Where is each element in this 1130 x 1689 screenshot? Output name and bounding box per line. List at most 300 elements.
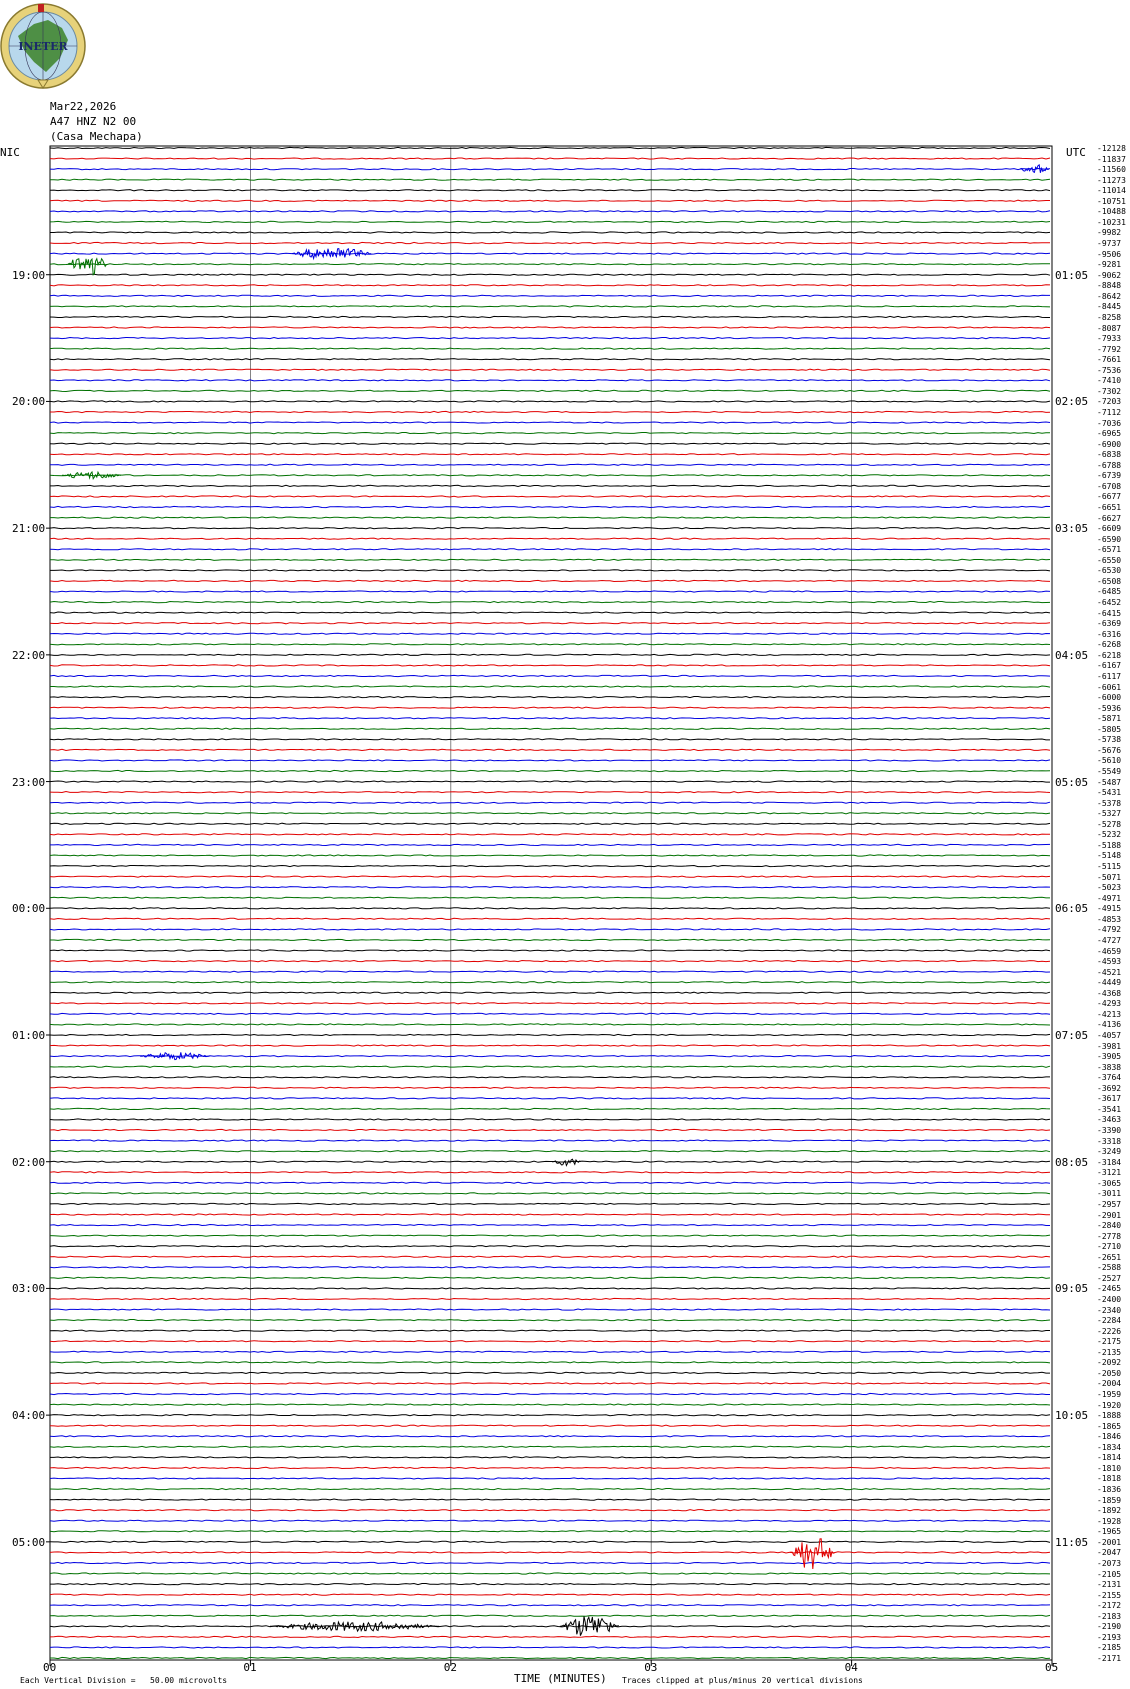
trace-line bbox=[50, 1351, 1050, 1352]
trace-offset-value: -8087 bbox=[1097, 323, 1122, 333]
trace-line bbox=[50, 1193, 1050, 1194]
trace-offset-value: -1834 bbox=[1097, 1442, 1122, 1452]
trace-line bbox=[50, 274, 1050, 275]
trace-offset-value: -2778 bbox=[1097, 1231, 1122, 1241]
trace-line bbox=[50, 1045, 1050, 1046]
trace-offset-value: -5278 bbox=[1097, 819, 1122, 829]
trace-offset-value: -10231 bbox=[1097, 217, 1126, 227]
trace-offset-value: -4521 bbox=[1097, 967, 1122, 977]
trace-offset-value: -4368 bbox=[1097, 988, 1122, 998]
trace-line bbox=[50, 179, 1050, 180]
trace-line bbox=[50, 918, 1050, 919]
channel-code: A47 HNZ N2 00 bbox=[50, 115, 137, 128]
trace-line bbox=[50, 506, 1050, 507]
left-hour-label: 20:00 bbox=[12, 395, 46, 409]
trace-line bbox=[50, 1108, 1050, 1109]
trace-offset-value: -6609 bbox=[1097, 524, 1122, 534]
trace-offset-value: -9737 bbox=[1097, 239, 1122, 249]
trace-offset-value: -3249 bbox=[1097, 1147, 1122, 1157]
trace-line bbox=[50, 929, 1050, 930]
left-hour-label: 23:00 bbox=[12, 775, 46, 789]
trace-offset-value: -6452 bbox=[1097, 598, 1122, 608]
trace-offset-value: -4136 bbox=[1097, 1020, 1122, 1030]
trace-offset-value: -2901 bbox=[1097, 1210, 1122, 1220]
trace-line bbox=[50, 517, 1050, 518]
x-tick-label: 05 bbox=[1045, 1661, 1059, 1674]
trace-line bbox=[50, 591, 1050, 592]
trace-line bbox=[50, 1594, 1050, 1595]
trace-line bbox=[50, 908, 1050, 909]
scale-note: Each Vertical Division = 50.00 microvolts bbox=[20, 1676, 228, 1685]
trace-line bbox=[50, 306, 1050, 307]
trace-line bbox=[50, 1478, 1050, 1479]
trace-offset-value: -3184 bbox=[1097, 1157, 1122, 1167]
trace-offset-value: -2050 bbox=[1097, 1368, 1122, 1378]
trace-offset-value: -4853 bbox=[1097, 914, 1122, 924]
trace-offset-value: -11837 bbox=[1097, 154, 1126, 164]
trace-offset-value: -5071 bbox=[1097, 872, 1122, 882]
trace-offset-value: -5431 bbox=[1097, 788, 1122, 798]
trace-offset-value: -2135 bbox=[1097, 1347, 1122, 1357]
trace-line bbox=[50, 1024, 1050, 1025]
left-hour-label: 03:00 bbox=[12, 1282, 46, 1296]
right-hour-label: 07:05 bbox=[1055, 1028, 1089, 1042]
trace-offset-value: -6485 bbox=[1097, 587, 1122, 597]
trace-line bbox=[50, 1615, 1050, 1616]
trace-offset-value: -6838 bbox=[1097, 450, 1122, 460]
trace-line bbox=[50, 559, 1050, 560]
trace-line bbox=[50, 887, 1050, 888]
trace-offset-value: -6415 bbox=[1097, 608, 1122, 618]
trace-line bbox=[50, 697, 1050, 698]
trace-offset-value: -11273 bbox=[1097, 175, 1126, 185]
trace-line bbox=[50, 749, 1050, 750]
trace-offset-value: -2073 bbox=[1097, 1558, 1122, 1568]
trace-line bbox=[50, 147, 1050, 148]
trace-offset-value: -4293 bbox=[1097, 999, 1122, 1009]
trace-line bbox=[50, 802, 1050, 803]
trace-line bbox=[50, 971, 1050, 972]
trace-offset-value: -4727 bbox=[1097, 935, 1122, 945]
trace-offset-value: -6708 bbox=[1097, 481, 1122, 491]
trace-line bbox=[50, 760, 1050, 761]
trace-line bbox=[50, 1446, 1050, 1447]
trace-line bbox=[50, 158, 1050, 159]
trace-offset-value: -6651 bbox=[1097, 503, 1122, 513]
trace-line bbox=[50, 443, 1050, 444]
trace-line bbox=[50, 675, 1050, 676]
trace-line bbox=[50, 1541, 1050, 1542]
trace-offset-value: -5148 bbox=[1097, 851, 1122, 861]
trace-line bbox=[50, 1140, 1050, 1141]
trace-offset-value: -6000 bbox=[1097, 693, 1122, 703]
left-hour-label: 04:00 bbox=[12, 1409, 46, 1423]
trace-line bbox=[50, 1161, 1050, 1162]
trace-line bbox=[50, 338, 1050, 339]
trace-line bbox=[50, 411, 1050, 412]
trace-offset-value: -6117 bbox=[1097, 671, 1122, 681]
trace-offset-value: -9062 bbox=[1097, 270, 1122, 280]
trace-offset-value: -10751 bbox=[1097, 196, 1126, 206]
trace-offset-value: -3541 bbox=[1097, 1104, 1122, 1114]
trace-offset-value: -5023 bbox=[1097, 883, 1122, 893]
trace-offset-value: -1810 bbox=[1097, 1463, 1122, 1473]
trace-offset-value: -2651 bbox=[1097, 1252, 1122, 1262]
trace-line bbox=[50, 1098, 1050, 1099]
trace-line bbox=[50, 390, 1050, 391]
trace-offset-value: -2131 bbox=[1097, 1580, 1122, 1590]
trace-offset-value: -2171 bbox=[1097, 1654, 1122, 1663]
trace-line bbox=[50, 264, 1050, 265]
trace-line bbox=[50, 1489, 1050, 1490]
trace-line bbox=[50, 369, 1050, 370]
trace-offset-value: -2284 bbox=[1097, 1316, 1122, 1326]
trace-line bbox=[50, 570, 1050, 571]
trace-offset-value: -1920 bbox=[1097, 1400, 1122, 1410]
trace-offset-value: -9281 bbox=[1097, 260, 1122, 270]
left-hour-label: 00:00 bbox=[12, 902, 46, 916]
trace-line bbox=[50, 348, 1050, 349]
trace-offset-value: -3905 bbox=[1097, 1052, 1122, 1062]
trace-line bbox=[50, 1246, 1050, 1247]
trace-offset-value: -7036 bbox=[1097, 418, 1122, 428]
trace-offset-value: -1959 bbox=[1097, 1390, 1122, 1399]
trace-offset-value: -5805 bbox=[1097, 724, 1122, 734]
trace-line bbox=[50, 1467, 1050, 1468]
x-tick-label: 03 bbox=[644, 1661, 658, 1674]
trace-offset-value: -1818 bbox=[1097, 1474, 1122, 1484]
trace-offset-value: -8642 bbox=[1097, 291, 1122, 301]
trace-line bbox=[50, 1182, 1050, 1183]
trace-line bbox=[50, 1647, 1050, 1648]
trace-line bbox=[50, 295, 1050, 296]
x-tick-label: 04 bbox=[844, 1661, 858, 1674]
trace-offset-value: -10488 bbox=[1097, 207, 1126, 217]
trace-offset-value: -2840 bbox=[1097, 1221, 1122, 1231]
x-tick-label: 00 bbox=[43, 1661, 57, 1674]
trace-offset-value: -6369 bbox=[1097, 619, 1122, 629]
trace-offset-value: -2105 bbox=[1097, 1569, 1122, 1579]
trace-offset-value: -6590 bbox=[1097, 534, 1122, 544]
trace-line bbox=[50, 538, 1050, 539]
trace-line bbox=[50, 1531, 1050, 1532]
trace-line bbox=[50, 1172, 1050, 1173]
trace-line bbox=[50, 1151, 1050, 1152]
trace-line bbox=[50, 401, 1050, 402]
trace-offset-value: -6677 bbox=[1097, 492, 1122, 502]
trace-offset-value: -5738 bbox=[1097, 735, 1122, 745]
trace-offset-value: -7792 bbox=[1097, 344, 1122, 354]
right-hour-label: 02:05 bbox=[1055, 395, 1089, 409]
trace-line bbox=[50, 380, 1050, 381]
trace-line bbox=[50, 1552, 1050, 1553]
trace-line bbox=[50, 1341, 1050, 1342]
right-hour-label: 05:05 bbox=[1055, 775, 1089, 789]
right-hour-label: 10:05 bbox=[1055, 1409, 1089, 1423]
trace-offset-value: -2155 bbox=[1097, 1590, 1122, 1600]
left-hour-label: 19:00 bbox=[12, 268, 46, 282]
trace-offset-value: -1965 bbox=[1097, 1527, 1122, 1537]
utc-timezone-label: UTC bbox=[1066, 146, 1086, 159]
x-axis-title: TIME (MINUTES) bbox=[514, 1672, 607, 1685]
trace-offset-value: -7410 bbox=[1097, 376, 1122, 386]
trace-offset-value: -5936 bbox=[1097, 703, 1122, 713]
trace-line bbox=[50, 1267, 1050, 1268]
trace-offset-value: -2710 bbox=[1097, 1242, 1122, 1252]
trace-line bbox=[50, 1636, 1050, 1637]
trace-line bbox=[50, 1203, 1050, 1204]
trace-offset-value: -6530 bbox=[1097, 566, 1122, 576]
trace-line bbox=[50, 982, 1050, 983]
trace-line bbox=[50, 718, 1050, 719]
trace-offset-value: -6268 bbox=[1097, 640, 1122, 650]
trace-offset-value: -2957 bbox=[1097, 1199, 1122, 1209]
trace-line bbox=[50, 1077, 1050, 1078]
trace-line bbox=[50, 232, 1050, 233]
trace-offset-value: -5487 bbox=[1097, 777, 1122, 787]
trace-line bbox=[50, 1425, 1050, 1426]
right-hour-label: 06:05 bbox=[1055, 902, 1089, 916]
trace-line bbox=[50, 1298, 1050, 1299]
trace-offset-value: -5676 bbox=[1097, 745, 1122, 755]
trace-line bbox=[50, 654, 1050, 655]
trace-offset-value: -6965 bbox=[1097, 429, 1122, 439]
trace-line bbox=[50, 1330, 1050, 1331]
trace-offset-value: -3617 bbox=[1097, 1094, 1122, 1104]
trace-line bbox=[50, 1573, 1050, 1574]
trace-line bbox=[50, 1457, 1050, 1458]
trace-offset-value: -2092 bbox=[1097, 1358, 1122, 1368]
left-hour-label: 22:00 bbox=[12, 648, 46, 662]
trace-offset-value: -7661 bbox=[1097, 355, 1122, 365]
trace-offset-value: -8848 bbox=[1097, 281, 1122, 291]
trace-offset-value: -2193 bbox=[1097, 1632, 1122, 1642]
trace-line bbox=[50, 316, 1050, 317]
trace-offset-value: -4449 bbox=[1097, 978, 1122, 988]
trace-line bbox=[50, 602, 1050, 603]
trace-offset-value: -3121 bbox=[1097, 1168, 1122, 1178]
trace-line bbox=[50, 1362, 1050, 1363]
trace-line bbox=[50, 475, 1050, 476]
trace-offset-value: -1928 bbox=[1097, 1516, 1122, 1526]
trace-offset-value: -12128 bbox=[1097, 144, 1126, 153]
trace-offset-value: -1836 bbox=[1097, 1485, 1122, 1495]
trace-line bbox=[50, 1119, 1050, 1120]
trace-offset-value: -7933 bbox=[1097, 334, 1122, 344]
trace-line bbox=[50, 190, 1050, 191]
trace-line bbox=[50, 211, 1050, 212]
trace-line bbox=[50, 865, 1050, 866]
trace-line bbox=[50, 242, 1050, 243]
trace-offset-value: -1865 bbox=[1097, 1421, 1122, 1431]
trace-offset-value: -1846 bbox=[1097, 1432, 1122, 1442]
trace-line bbox=[50, 422, 1050, 423]
trace-offset-value: -1892 bbox=[1097, 1506, 1122, 1516]
trace-offset-value: -4057 bbox=[1097, 1030, 1122, 1040]
trace-offset-value: -7203 bbox=[1097, 397, 1122, 407]
trace-line bbox=[50, 612, 1050, 613]
trace-offset-value: -8445 bbox=[1097, 302, 1122, 312]
trace-offset-value: -2175 bbox=[1097, 1337, 1122, 1347]
trace-offset-value: -5115 bbox=[1097, 862, 1122, 872]
trace-line bbox=[50, 897, 1050, 898]
trace-line bbox=[50, 1393, 1050, 1394]
right-hour-label: 03:05 bbox=[1055, 522, 1089, 536]
trace-offset-value: -6167 bbox=[1097, 661, 1122, 671]
right-hour-label: 01:05 bbox=[1055, 268, 1089, 282]
trace-offset-value: -1859 bbox=[1097, 1495, 1122, 1505]
trace-line bbox=[50, 739, 1050, 740]
trace-line bbox=[50, 1510, 1050, 1511]
trace-line bbox=[50, 1214, 1050, 1215]
trace-line bbox=[50, 285, 1050, 286]
trace-offset-value: -6218 bbox=[1097, 650, 1122, 660]
right-hour-label: 04:05 bbox=[1055, 648, 1089, 662]
trace-offset-value: -2226 bbox=[1097, 1326, 1122, 1336]
trace-line bbox=[50, 950, 1050, 951]
trace-line bbox=[50, 876, 1050, 877]
trace-line bbox=[50, 939, 1050, 940]
trace-line bbox=[50, 580, 1050, 581]
trace-line bbox=[50, 1087, 1050, 1088]
trace-line bbox=[50, 1320, 1050, 1321]
trace-offset-value: -4213 bbox=[1097, 1009, 1122, 1019]
trace-offset-value: -2190 bbox=[1097, 1622, 1122, 1632]
trace-offset-value: -9506 bbox=[1097, 249, 1122, 259]
trace-offset-value: -3463 bbox=[1097, 1115, 1122, 1125]
trace-line bbox=[50, 1436, 1050, 1437]
seismic-event bbox=[68, 259, 108, 275]
trace-line bbox=[50, 855, 1050, 856]
trace-line bbox=[50, 1066, 1050, 1067]
trace-line bbox=[50, 1372, 1050, 1373]
trace-line bbox=[50, 528, 1050, 529]
trace-offset-value: -6788 bbox=[1097, 460, 1122, 470]
trace-offset-value: -1888 bbox=[1097, 1411, 1122, 1421]
trace-line bbox=[50, 1288, 1050, 1289]
trace-offset-value: -6508 bbox=[1097, 576, 1122, 586]
trace-line bbox=[50, 1277, 1050, 1278]
right-hour-label: 08:05 bbox=[1055, 1155, 1089, 1169]
trace-line bbox=[50, 813, 1050, 814]
logo-text: INETER bbox=[18, 40, 68, 53]
clip-note: Traces clipped at plus/minus 20 vertical divisions bbox=[622, 1676, 863, 1685]
trace-offset-value: -5378 bbox=[1097, 798, 1122, 808]
trace-line bbox=[50, 433, 1050, 434]
trace-line bbox=[50, 1034, 1050, 1035]
trace-offset-value: -3318 bbox=[1097, 1136, 1122, 1146]
trace-line bbox=[50, 1235, 1050, 1236]
trace-offset-value: -6571 bbox=[1097, 545, 1122, 555]
trace-line bbox=[50, 623, 1050, 624]
trace-line bbox=[50, 633, 1050, 634]
trace-line bbox=[50, 221, 1050, 222]
trace-offset-value: -3838 bbox=[1097, 1062, 1122, 1072]
trace-offset-value: -5549 bbox=[1097, 767, 1122, 776]
trace-line bbox=[50, 253, 1050, 254]
trace-line bbox=[50, 1499, 1050, 1500]
trace-line bbox=[50, 1256, 1050, 1257]
trace-offset-value: -4971 bbox=[1097, 893, 1122, 903]
trace-offset-value: -6900 bbox=[1097, 439, 1122, 449]
trace-line bbox=[50, 834, 1050, 835]
trace-offset-value: -4915 bbox=[1097, 904, 1122, 914]
trace-line bbox=[50, 792, 1050, 793]
trace-line bbox=[50, 1626, 1050, 1627]
trace-offset-value: -3764 bbox=[1097, 1073, 1122, 1083]
left-hour-label: 05:00 bbox=[12, 1535, 46, 1549]
x-tick-label: 02 bbox=[443, 1661, 458, 1674]
trace-line bbox=[50, 485, 1050, 486]
trace-offset-value: -11560 bbox=[1097, 165, 1126, 175]
trace-offset-value: -4593 bbox=[1097, 957, 1122, 967]
trace-offset-value: -3011 bbox=[1097, 1189, 1122, 1199]
trace-offset-value: -6061 bbox=[1097, 682, 1122, 692]
trace-offset-value: -2004 bbox=[1097, 1379, 1122, 1389]
record-date: Mar22,2026 bbox=[50, 100, 117, 113]
left-hour-label: 01:00 bbox=[12, 1028, 46, 1042]
trace-line bbox=[50, 1225, 1050, 1226]
trace-line bbox=[50, 496, 1050, 497]
trace-offset-value: -6627 bbox=[1097, 513, 1122, 523]
trace-line bbox=[50, 1129, 1050, 1130]
trace-line bbox=[50, 1605, 1050, 1606]
trace-offset-value: -2183 bbox=[1097, 1611, 1122, 1621]
trace-line bbox=[50, 844, 1050, 845]
trace-line bbox=[50, 644, 1050, 645]
trace-offset-value: -3390 bbox=[1097, 1126, 1122, 1136]
trace-line bbox=[50, 770, 1050, 771]
trace-line bbox=[50, 359, 1050, 360]
trace-offset-value: -6316 bbox=[1097, 629, 1122, 639]
trace-line bbox=[50, 707, 1050, 708]
local-timezone-label: NIC bbox=[0, 146, 20, 159]
right-hour-label: 11:05 bbox=[1055, 1535, 1089, 1549]
trace-offset-value: -2047 bbox=[1097, 1548, 1122, 1558]
trace-offset-value: -7112 bbox=[1097, 407, 1122, 417]
trace-line bbox=[50, 1013, 1050, 1014]
trace-offset-value: -2527 bbox=[1097, 1273, 1122, 1283]
trace-line bbox=[50, 549, 1050, 550]
trace-line bbox=[50, 1309, 1050, 1310]
trace-offset-value: -2001 bbox=[1097, 1537, 1122, 1547]
trace-line bbox=[50, 454, 1050, 455]
trace-offset-value: -4659 bbox=[1097, 946, 1122, 956]
trace-offset-value: -6550 bbox=[1097, 555, 1122, 565]
trace-line bbox=[50, 327, 1050, 328]
trace-line bbox=[50, 1415, 1050, 1416]
trace-offset-value: -7536 bbox=[1097, 365, 1122, 375]
trace-offset-value: -1814 bbox=[1097, 1453, 1122, 1463]
trace-line bbox=[50, 464, 1050, 465]
trace-offset-value: -2465 bbox=[1097, 1284, 1122, 1294]
x-tick-label: 01 bbox=[243, 1661, 257, 1674]
trace-line bbox=[50, 823, 1050, 824]
trace-offset-value: -2340 bbox=[1097, 1305, 1122, 1315]
trace-line bbox=[50, 1003, 1050, 1004]
trace-line bbox=[50, 961, 1050, 962]
trace-line bbox=[50, 200, 1050, 201]
right-hour-label: 09:05 bbox=[1055, 1282, 1089, 1296]
trace-offset-value: -7302 bbox=[1097, 386, 1122, 396]
trace-offset-value: -3065 bbox=[1097, 1178, 1122, 1188]
seismic-event bbox=[790, 1539, 834, 1569]
trace-offset-value: -2400 bbox=[1097, 1294, 1122, 1304]
trace-line bbox=[50, 169, 1050, 170]
trace-line bbox=[50, 1520, 1050, 1521]
trace-line bbox=[50, 1383, 1050, 1384]
trace-offset-value: -5188 bbox=[1097, 840, 1122, 850]
